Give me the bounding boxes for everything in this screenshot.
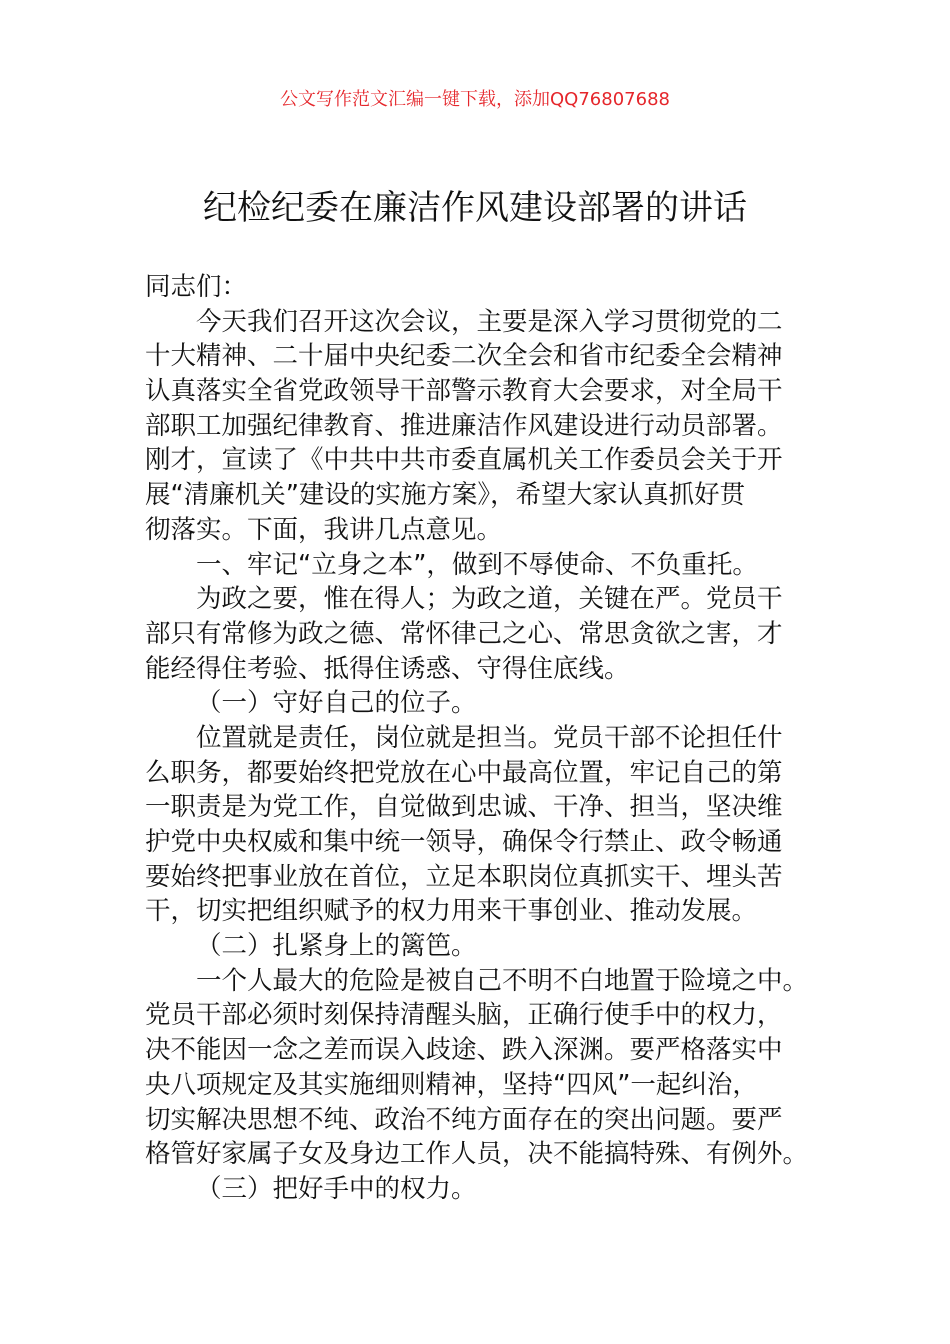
text-line: 十大精神、二十届中央纪委二次全会和省市纪委全会精神	[145, 341, 783, 372]
text-line: 为政之要，惟在得人；为政之道，关键在严。党员干	[196, 584, 783, 615]
text-line: 一职责是为党工作，自觉做到忠诚、干净、担当，坚决维	[145, 792, 783, 823]
text-line: （一）守好自己的位子。	[196, 688, 477, 719]
text-line: 央八项规定及其实施细则精神，坚持“四风”一起纠治，	[145, 1069, 758, 1100]
text-line: 部只有常修为政之德、常怀律己之心、常思贪欲之害，才	[145, 618, 783, 649]
download-watermark-header: 公文写作范文汇编一键下载，添加QQ76807688	[280, 89, 670, 110]
text-line: 么职务，都要始终把党放在心中最高位置，牢记自己的第	[145, 757, 783, 788]
text-line: （三）把好手中的权力。	[196, 1173, 477, 1204]
text-line: 认真落实全省党政领导干部警示教育大会要求，对全局干	[145, 376, 783, 407]
text-line: （二）扎紧身上的篱笆。	[196, 931, 477, 962]
text-line: 位置就是责任，岗位就是担当。党员干部不论担任什	[196, 722, 783, 753]
text-line: 彻落实。下面，我讲几点意见。	[145, 514, 503, 545]
text-line: 党员干部必须时刻保持清醒头脑，正确行使手中的权力，	[145, 1000, 783, 1031]
text-line: 决不能因一念之差而误入歧途、跌入深渊。要严格落实中	[145, 1035, 783, 1066]
text-line: 护党中央权威和集中统一领导，确保令行禁止、政令畅通	[145, 827, 783, 857]
text-line: 部职工加强纪律教育、推进廉洁作风建设进行动员部署。	[145, 410, 783, 441]
text-line: 要始终把事业放在首位，立足本职岗位真抓实干、埋头苦	[145, 861, 783, 892]
text-line: 一个人最大的危险是被自己不明不白地置于险境之中。	[196, 965, 809, 996]
document-title: 纪检纪委在廉洁作风建设部署的讲话	[203, 188, 747, 228]
text-line: 刚才，宣读了《中共中共市委直属机关工作委员会关于开	[145, 445, 783, 476]
text-line: 格管好家属子女及身边工作人员，决不能搞特殊、有例外。	[145, 1139, 809, 1170]
text-line: 今天我们召开这次会议，主要是深入学习贯彻党的二	[196, 306, 783, 337]
text-line: 展“清廉机关”建设的实施方案》，希望大家认真抓好贯	[145, 480, 746, 511]
text-line: 切实解决思想不纯、政治不纯方面存在的突出问题。要严	[145, 1104, 783, 1135]
text-line: 能经得住考验、抵得住诱惑、守得住底线。	[145, 653, 630, 684]
text-line: 同志们：	[145, 272, 248, 302]
text-line: 干，切实把组织赋予的权力用来干事创业、推动发展。	[145, 896, 758, 927]
text-line: 一、牢记“立身之本”，做到不辱使命、不负重托。	[196, 549, 758, 580]
document-body	[145, 270, 825, 1207]
